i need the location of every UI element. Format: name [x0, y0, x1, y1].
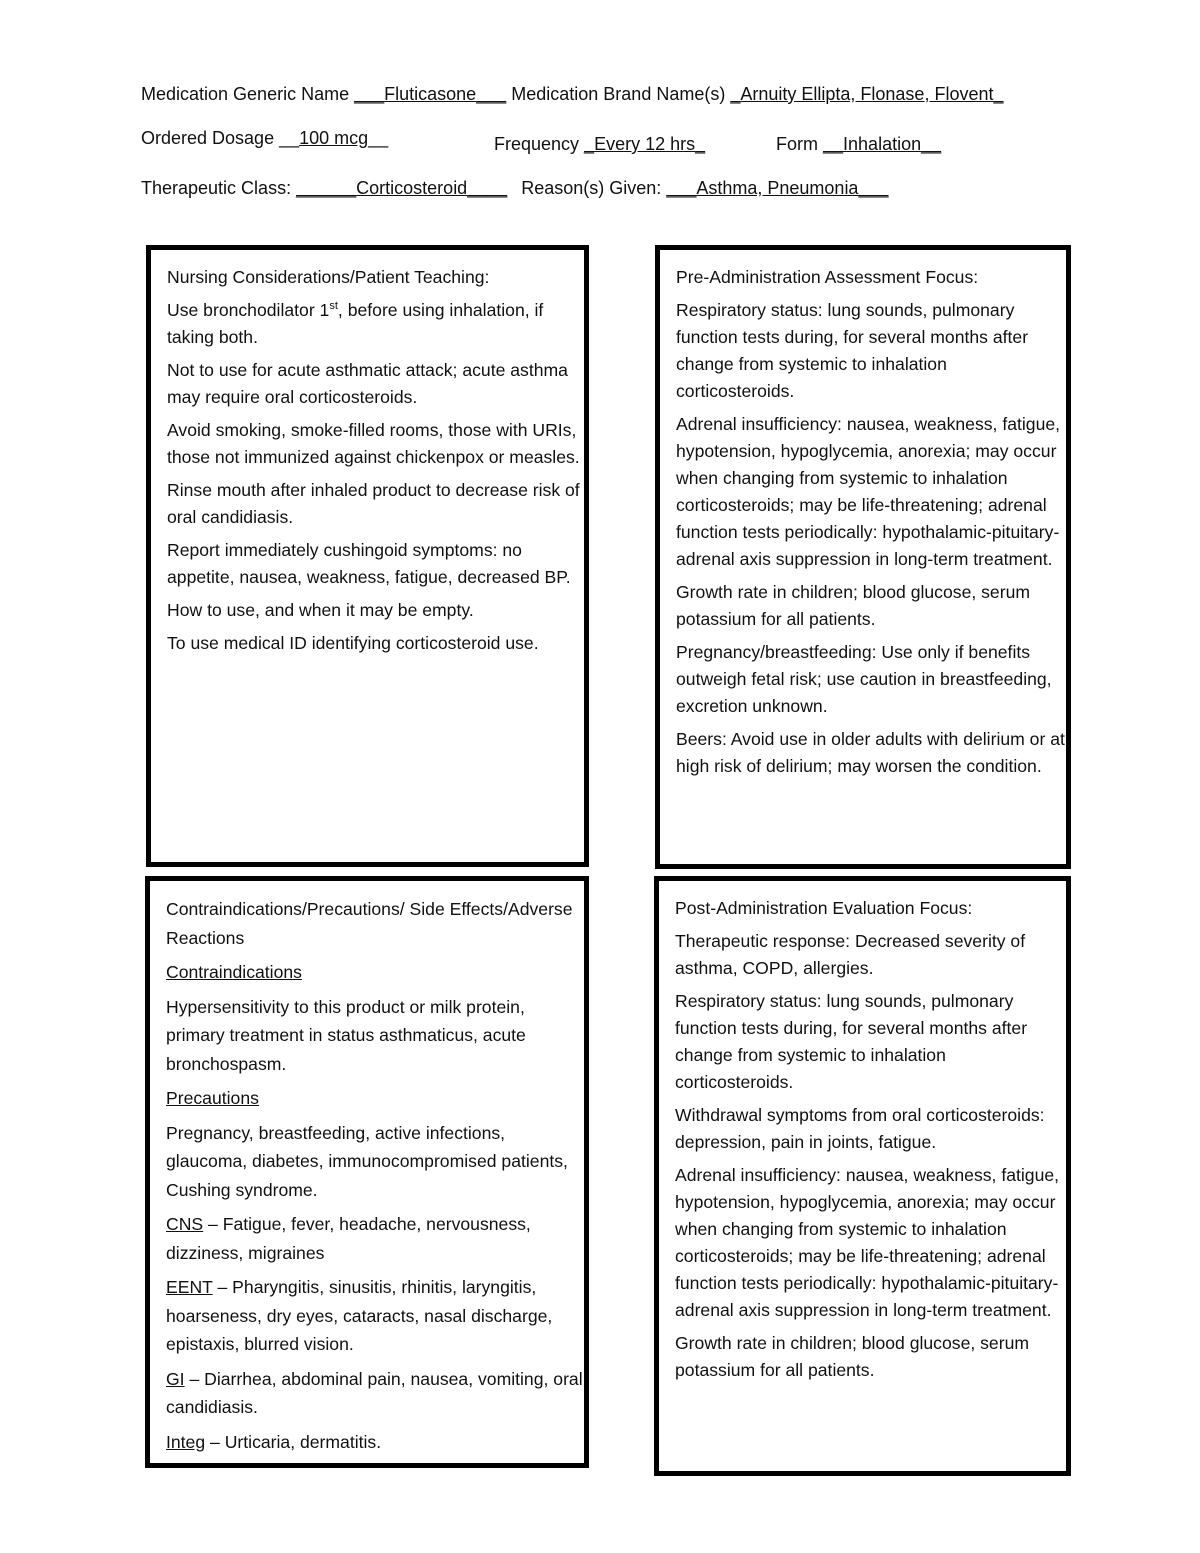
- header-frequency: [494, 134, 705, 155]
- post-admin-item: Adrenal insufficiency: nausea, weakness, fatigue, hypotension, hypoglycemia, anorexia; may occur when changing from systemic to inhalation corticosteroids; may be life-threatening; adrenal function tests periodically: hypothalamic-pituitary-adrenal axis suppression in long-term treatment.: [675, 1165, 1060, 1320]
- pre-admin-item: Growth rate in children; blood glucose, serum potassium for all patients.: [676, 582, 1031, 629]
- nursing-item: How to use, and when it may be empty.: [167, 600, 474, 620]
- nursing-title: Nursing Considerations/Patient Teaching:: [167, 267, 490, 287]
- class-value: Corticosteroid: [356, 178, 468, 198]
- form-field: __Inhalation__: [823, 134, 942, 154]
- post-administration-box: [654, 876, 1071, 1476]
- generic-name-label: Medication Generic Name: [141, 84, 355, 104]
- contraindications-box: [145, 876, 589, 1468]
- dosage-label: Ordered Dosage: [141, 128, 280, 148]
- class-field: ______Corticosteroid____: [296, 178, 508, 198]
- header-form: [776, 134, 941, 155]
- nursing-item: Report immediately cushingoid symptoms: no appetite, nausea, weakness, fatigue, decreased BP.: [167, 540, 571, 587]
- header-line-generic-brand: [141, 84, 1004, 105]
- frequency-value: Every 12 hrs: [594, 134, 696, 154]
- frequency-field: _Every 12 hrs_: [584, 134, 706, 154]
- nursing-considerations-box: [146, 245, 589, 867]
- brand-name-field: _Arnuity Ellipta, Flonase, Flovent_: [730, 84, 1004, 104]
- class-label: Therapeutic Class:: [141, 178, 297, 198]
- precautions-text: Pregnancy, breastfeeding, active infections, glaucoma, diabetes, immunocompromised patients, Cushing syndrome.: [166, 1122, 568, 1200]
- post-admin-item: Respiratory status: lung sounds, pulmonary function tests during, for several months after change from systemic to inhalation corticosteroids.: [675, 991, 1028, 1092]
- contra-title: Contraindications/Precautions/ Side Effects/Adverse Reactions: [166, 899, 573, 948]
- side-effect-gi: GI – Diarrhea, abdominal pain, nausea, vomiting, oral candidiasis.: [166, 1368, 583, 1417]
- generic-name-field: ___Fluticasone___: [354, 84, 507, 104]
- form-value: Inhalation: [843, 134, 922, 154]
- brand-name-label: Medication Brand Name(s): [506, 84, 731, 104]
- pre-admin-item: Beers: Avoid use in older adults with delirium or at high risk of delirium; may worsen the condition.: [676, 729, 1065, 776]
- reason-label: Reason(s) Given:: [521, 178, 667, 198]
- nursing-item: Use bronchodilator 1st, before using inhalation, if taking both.: [167, 300, 544, 347]
- post-admin-item: Withdrawal symptoms from oral corticosteroids: depression, pain in joints, fatigue.: [675, 1105, 1045, 1152]
- dosage-value: 100 mcg: [299, 128, 369, 148]
- header-class-reason: [141, 178, 889, 199]
- reason-value: Asthma, Pneumonia: [696, 178, 859, 198]
- generic-name-value: Fluticasone: [384, 84, 477, 104]
- nursing-item: Rinse mouth after inhaled product to decrease risk of oral candidiasis.: [167, 480, 580, 527]
- pre-admin-title: Pre-Administration Assessment Focus:: [676, 267, 979, 287]
- side-effect-cns: CNS – Fatigue, fever, headache, nervousness, dizziness, migraines: [166, 1214, 531, 1263]
- precautions-heading: Precautions: [166, 1088, 259, 1108]
- contra-heading: Contraindications: [166, 962, 302, 982]
- pre-admin-item: Adrenal insufficiency: nausea, weakness, fatigue, hypotension, hypoglycemia, anorexia; may occur when changing from systemic to inhalation corticosteroids; may be life-threatening; adrenal function tests periodically: hypothalamic-pituitary-adrenal axis suppression in long-term treatment.: [676, 414, 1061, 569]
- post-admin-title: Post-Administration Evaluation Focus:: [675, 898, 973, 918]
- side-effect-integ: Integ – Urticaria, dermatitis.: [166, 1431, 382, 1452]
- post-admin-item: Therapeutic response: Decreased severity of asthma, COPD, allergies.: [675, 931, 1026, 978]
- post-admin-item: Growth rate in children; blood glucose, serum potassium for all patients.: [675, 1333, 1030, 1380]
- reason-field: ___Asthma, Pneumonia___: [666, 178, 889, 198]
- nursing-item: To use medical ID identifying corticosteroid use.: [167, 633, 539, 653]
- side-effect-eent: EENT – Pharyngitis, sinusitis, rhinitis, laryngitis, hoarseness, dry eyes, cataracts, nasal discharge, epistaxis, blurred vision.: [166, 1277, 553, 1354]
- nursing-item: Not to use for acute asthmatic attack; acute asthma may require oral corticosteroids.: [167, 360, 568, 407]
- pre-administration-box: [655, 245, 1071, 869]
- pre-admin-item: Pregnancy/breastfeeding: Use only if benefits outweigh fetal risk; use caution in breastfeeding, excretion unknown.: [676, 642, 1052, 716]
- pre-admin-item: Respiratory status: lung sounds, pulmonary function tests during, for several months after change from systemic to inhalation corticosteroids.: [676, 300, 1029, 401]
- nursing-item: Avoid smoking, smoke-filled rooms, those with URIs, those not immunized against chickenpox or measles.: [167, 420, 580, 467]
- form-label: Form: [776, 134, 823, 154]
- brand-name-value: Arnuity Ellipta, Flonase, Flovent: [740, 84, 994, 104]
- header-dosage: Ordered Dosage __100 mcg__: [141, 128, 389, 148]
- frequency-label: Frequency: [494, 134, 585, 154]
- contra-text: Hypersensitivity to this product or milk protein, primary treatment in status asthmaticus, acute bronchospasm.: [166, 996, 526, 1074]
